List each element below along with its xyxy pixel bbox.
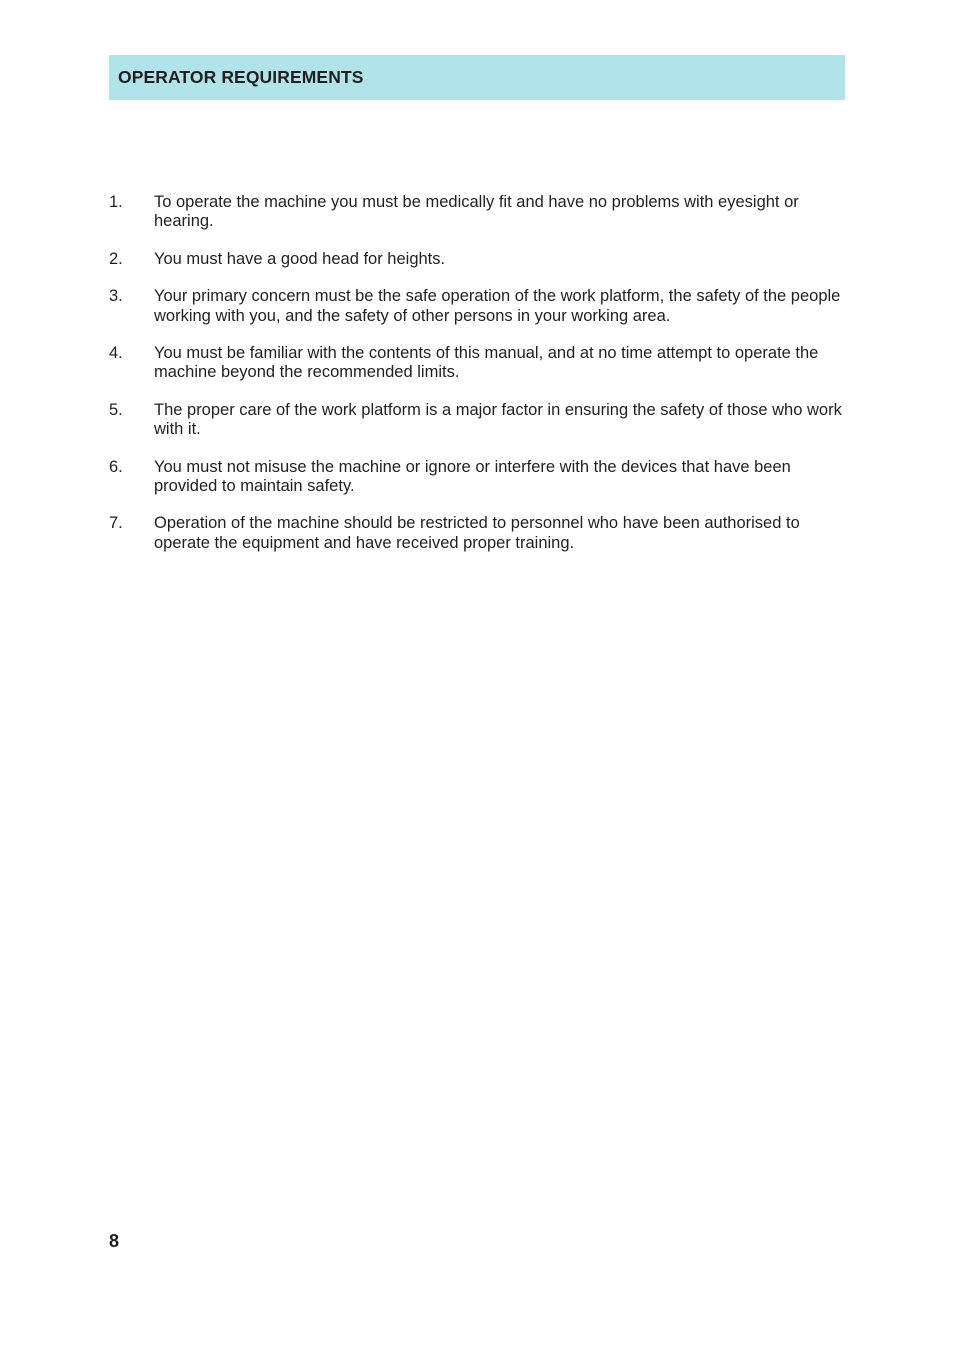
requirement-text: You must not misuse the machine or ignore or interfere with the devices that have been provided to maintain safety.: [154, 457, 791, 496]
requirement-text: Your primary concern must be the safe operation of the work platform, the safety of the people working with you, and the safety of other persons in your working area.: [154, 287, 841, 325]
requirement-text: You must be familiar with the contents of this manual, and at no time attempt to operate the machine beyond the recommended limits.: [154, 344, 819, 382]
section-title: OPERATOR REQUIREMENTS: [118, 67, 364, 87]
requirement-number: 4.: [109, 344, 123, 363]
requirement-number: 1.: [109, 193, 123, 211]
requirement-text: You must have a good head for heights.: [154, 249, 446, 268]
requirements-list: [109, 193, 854, 571]
requirement-number: 7.: [109, 514, 123, 533]
requirement-item-4: [109, 344, 854, 383]
requirement-text: Operation of the machine should be restricted to personnel who have been authorised to operate the equipment and have received proper training.: [154, 514, 800, 552]
requirement-number: 2.: [109, 249, 123, 268]
section-header: [109, 55, 845, 100]
requirement-number: 6.: [109, 457, 123, 476]
requirement-number: 5.: [109, 400, 123, 419]
requirement-item-6: [109, 458, 854, 497]
page-number: 8: [109, 1231, 120, 1251]
requirement-item-1: [109, 193, 854, 232]
requirement-text: To operate the machine you must be medically fit and have no problems with eyesight or hearing.: [154, 193, 799, 231]
requirement-item-5: [109, 401, 854, 440]
requirement-item-3: [109, 287, 854, 326]
requirement-item-7: [109, 514, 854, 553]
requirement-text: The proper care of the work platform is a major factor in ensuring the safety of those who work with it.: [154, 400, 842, 439]
requirement-number: 3.: [109, 287, 123, 306]
requirement-item-2: [109, 250, 854, 269]
